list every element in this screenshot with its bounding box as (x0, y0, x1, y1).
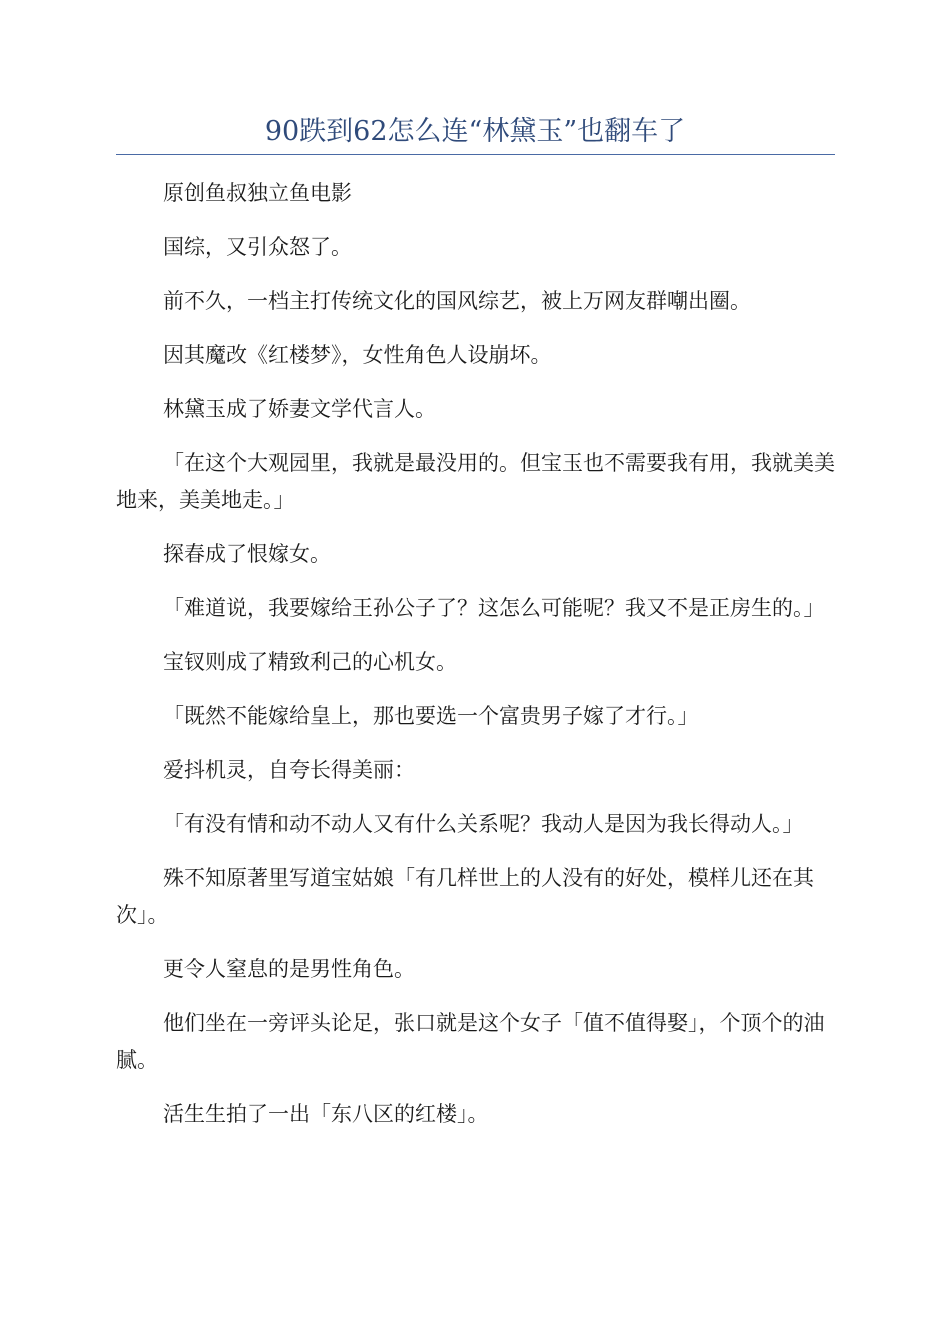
paragraph: 国综，又引众怒了。 (163, 235, 352, 259)
paragraph: 原创鱼叔独立鱼电影 (163, 181, 352, 205)
paragraph: 殊不知原著里写道宝姑娘「有几样世上的人没有的好处，模样儿还在其次」。 (116, 866, 814, 927)
paragraph: 探春成了恨嫁女。 (163, 542, 331, 566)
quote-paragraph: 「难道说，我要嫁给王孙公子了？这怎么可能呢？我又不是正房生的。」 (163, 596, 825, 620)
paragraph: 爱抖机灵，自夸长得美丽： (163, 758, 415, 782)
paragraph: 活生生拍了一出「东八区的红楼」。 (163, 1102, 489, 1126)
quote-paragraph: 「既然不能嫁给皇上，那也要选一个富贵男子嫁了才行。」 (163, 704, 699, 728)
paragraph: 林黛玉成了娇妻文学代言人。 (163, 397, 436, 421)
paragraph: 更令人窒息的是男性角色。 (163, 957, 415, 981)
page-title: 90跌到62怎么连“林黛玉”也翻车了 (264, 116, 686, 147)
paragraph: 他们坐在一旁评头论足，张口就是这个女子「值不值得娶」，个顶个的油腻。 (116, 1011, 825, 1072)
paragraph: 前不久，一档主打传统文化的国风综艺，被上万网友群嘲出圈。 (163, 289, 751, 313)
paragraph: 因其魔改《红楼梦》，女性角色人设崩坏。 (163, 343, 552, 367)
quote-paragraph: 「在这个大观园里，我就是最没用的。但宝玉也不需要我有用，我就美美地来，美美地走。」 (116, 451, 835, 512)
quote-paragraph: 「有没有情和动不动人又有什么关系呢？我动人是因为我长得动人。」 (163, 812, 804, 836)
paragraph: 宝钗则成了精致利己的心机女。 (163, 650, 457, 674)
article-body (116, 175, 836, 1150)
title-underline (116, 154, 835, 155)
